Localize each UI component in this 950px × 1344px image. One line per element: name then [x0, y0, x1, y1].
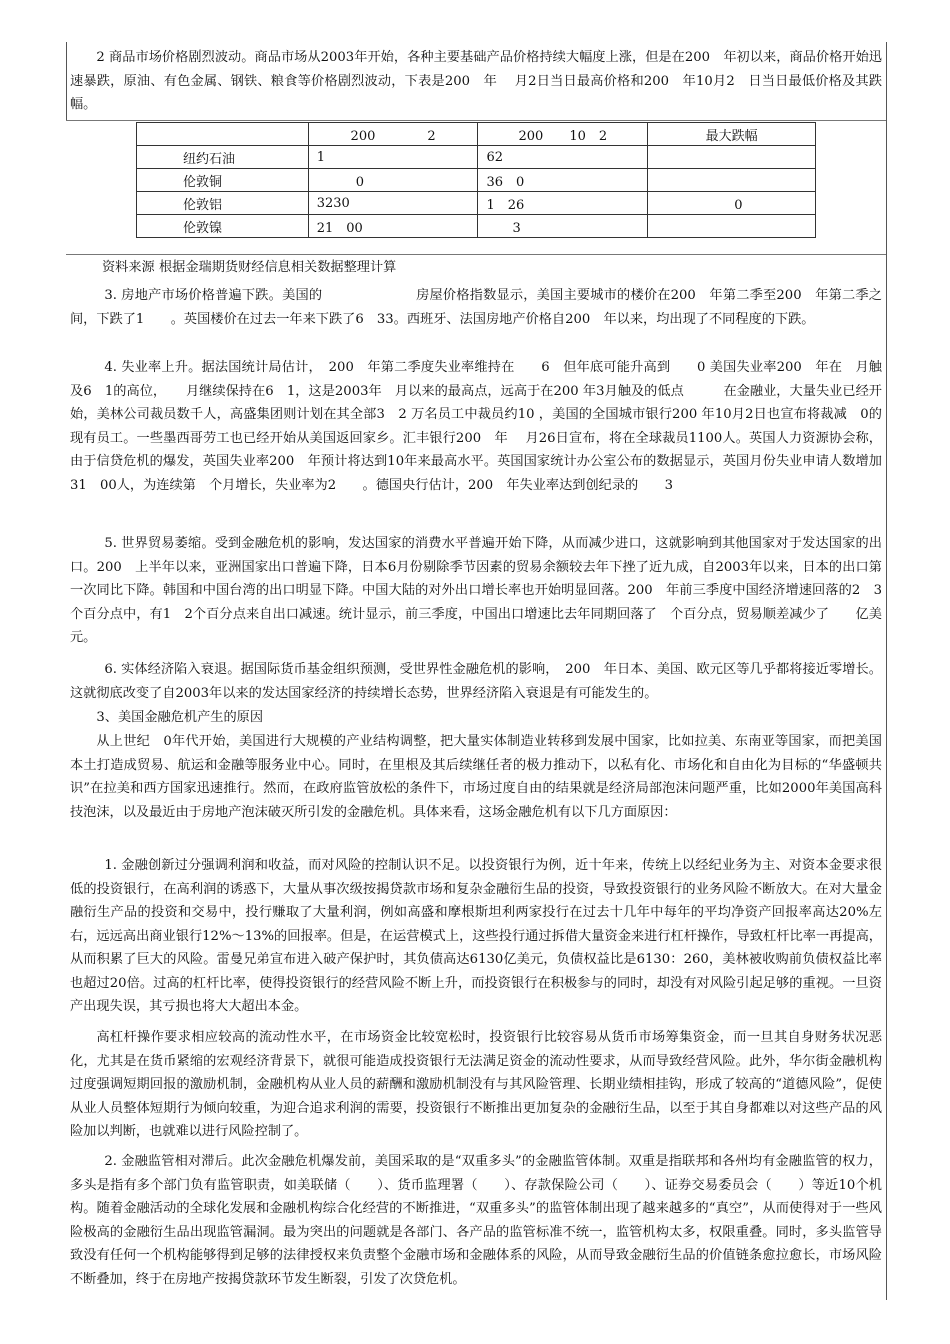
commodity-name-cell: 纽约石油 [137, 146, 309, 169]
commodity-name-cell: 伦敦镍 [137, 215, 309, 238]
table-row [137, 192, 816, 215]
paragraph-leverage-risk: 高杠杆操作要求相应较高的流动性水平，在市场资金比较宽松时，投资银行比较容易从货币市场筹集资金，而一旦其自身财务状况恶化，尤其是在货币紧缩的宏观经济背景下，就很可能造成投资银行无法满足资金的流动性要求，从而导致经营风险。此外，华尔街金融机构过度强调短期回报的激励机制，金融机构从业人员的薪酬和激励机制没有与其风险管理、长期业绩相挂钩，形成了较高的“道德风险”，促使从业人员整体短期行为倾向较重，为迎合追求利润的需要，投资银行不断推出更加复杂的金融衍生品，以至于其自身都难以对这些产品的风险加以判断，也就难以进行风险控制了。 [70, 1030, 882, 1139]
table-cell [648, 169, 816, 192]
table-header-cell: 最大跌幅 [648, 123, 816, 146]
table-cell [648, 215, 816, 238]
divider-line [66, 120, 886, 121]
paragraph-housing-market: 3. 房地产市场价格普遍下跌。美国的 房屋价格指数显示，美国主要城市的楼价在200 年第二季至200 年第二季之间，下跌了1 。英国楼价在过去一年来下跌了6 33。西班牙、法国房地产价格自200 年以来，均出现了不同程度的下跌。 [70, 288, 882, 327]
table-cell: 62 [478, 146, 648, 169]
paragraph-commodity-prices: 2 商品市场价格剧烈波动。商品市场从2003年开始，各种主要基础产品价格持续大幅度上涨，但是在200 年初以来，商品价格开始迅速暴跌，原油、有色金属、钢铁、粮食等价格剧烈波动，下表是200 年 月2日当日最高价格和200 年10月2 日当日最低价格及其跌幅。 [70, 50, 882, 112]
paragraph-recession: 6. 实体经济陷入衰退。据国际货币基金组织预测，受世界性金融危机的影响， 200 年日本、美国、欧元区等几乎都将接近零增长。这就彻底改变了自2003年以来的发达国家经济的持续增长态势，世界经济陷入衰退是有可能发生的。 [70, 662, 882, 701]
table-cell: 3 [478, 215, 648, 238]
table-cell: 0 [648, 192, 816, 215]
table-cell [648, 146, 816, 169]
table-cell: 1 26 [478, 192, 648, 215]
table-cell: 36 0 [478, 169, 648, 192]
paragraph-causes-intro: 从上世纪 0年代开始，美国进行大规模的产业结构调整，把大量实体制造业转移到发展中国家，比如拉美、东南亚等国家，而把美国本土打造成贸易、航运和金融等服务业中心。同时，在里根及其后续继任者的极力推动下，以私有化、市场化和自由化为目标的“华盛顿共识”在拉美和西方国家迅速推行。然而，在政府监管放松的条件下，市场过度自由的结果就是经济局部泡沫问题严重，比如2000年美国高科技泡沫，以及最近由于房地产泡沫破灭所引发的金融危机。具体来看，这场金融危机有以下几方面原因： [70, 734, 882, 820]
paragraph-unemployment: 4. 失业率上升。据法国统计局估计， 200 年第二季度失业率维持在 6 但年底可能升高到 0 美国失业率200 年在 月触及6 1的高位， 月继续保持在6 1，这是2003年 月以来的最高点，远高于在200 年3月触及的低点 在金融业，大量失业已经开始，美林公司裁员数千人，高盛集团则计划在其全部3 2 万名员工中裁员约10 ，美国的全国城市银行200 年10月2日也宣布将裁减 0的现有员工。一些墨西哥劳工也已经开始从美国返回家乡。汇丰银行200 年 月26日宣布，将在全球裁员1100人。英国人力资源协会称，由于信贷危机的爆发，英国失业率200 年预计将达到10年来最高水平。英国国家统计办公室公布的数据显示，英国月份失业申请人数增加31 00人，为连续第 个月增长，失业率为2 。德国央行估计，200 年失业率达到创纪录的 3 [70, 360, 882, 493]
table-row [137, 169, 816, 192]
paragraph-cause-regulation: 2. 金融监管相对滞后。此次金融危机爆发前，美国采取的是“双重多头”的金融监管体制。双重是指联邦和各州均有金融监管的权力，多头是指有多个部门负有监管职责，如美联储（ ）、货币监理署（ ）、存款保险公司（ ）、证券交易委员会（ ）等近10个机构。随着金融活动的全球化发展和金融机构综合化经营的不断推进，“双重多头”的监管体制出现了越来越多的“真空”，从而使得对于一些风险极高的金融衍生品出现监管漏洞。最为突出的问题就是各部门、各产品的监管标准不统一，监管机构太多，权限重叠。同时，多头监管导致没有任何一个机构能够得到足够的法律授权来负责整个金融市场和金融体系的风险，从而导致金融衍生品的价值链条愈拉愈长，市场风险不断叠加，终于在房地产按揭贷款环节发生断裂，引发了次贷危机。 [70, 1154, 882, 1287]
table-row [137, 215, 816, 238]
table-header-cell: 200 10 2 [478, 123, 648, 146]
table-header-cell: 200 2 [308, 123, 478, 146]
table-cell: 3230 [308, 192, 478, 215]
right-border-line [886, 42, 887, 1300]
commodity-name-cell: 伦敦铝 [137, 192, 309, 215]
table-cell: 0 [308, 169, 478, 192]
paragraph-world-trade: 5. 世界贸易萎缩。受到金融危机的影响，发达国家的消费水平普遍开始下降，从而减少进口，这就影响到其他国家对于发达国家的出口。200 上半年以来，亚洲国家出口普遍下降，日本6月份剔除季节因素的贸易余额较去年下挫了近九成，自2003年以来，日本的出口第一次同比下降。韩国和中国台湾的出口明显下降。中国大陆的对外出口增长率也开始明显回落。200 年前三季度中国经济增速回落的2 3个百分点中，有1 2个百分点来自出口减速。统计显示，前三季度，中国出口增速比去年同期回落了 个百分点，贸易顺差减少了 亿美元。 [70, 536, 882, 645]
price-table [136, 122, 816, 238]
table-header-row [137, 123, 816, 146]
left-border-line [66, 42, 67, 120]
table-cell: 1 [308, 146, 478, 169]
paragraph-cause-innovation: 1. 金融创新过分强调利润和收益，而对风险的控制认识不足。以投资银行为例，近十年来，传统上以经纪业务为主、对资本金要求很低的投资银行，在高利润的诱惑下，大量从事次级按揭贷款市场和复杂金融衍生品的投资，导致投资银行的业务风险不断放大。在对大量金融衍生产品的投资和交易中，投行赚取了大量利润，例如高盛和摩根斯坦利两家投行在过去十几年中每年的平均净资产回报率高达20%左右，远远高出商业银行12%～13%的回报率。但是，在运营模式上，这些投行通过拆借大量资金来进行杠杆操作，导致杠杆比率一再提高，从而积累了巨大的风险。雷曼兄弟宣布进入破产保护时，其负债高达6130亿美元，负债权益比是6130：260，美林被收购前负债权益比率也超过20倍。过高的杠杆比率，使得投资银行的经营风险不断上升，而投资银行在积极参与的同时，却没有对风险引起足够的重视。一旦资产出现失误，其亏损也将大大超出本金。 [70, 858, 882, 1014]
commodity-name-cell: 伦敦铜 [137, 169, 309, 192]
table-header-cell [137, 123, 309, 146]
table-cell: 21 00 [308, 215, 478, 238]
table-row [137, 146, 816, 169]
divider-line [66, 254, 886, 255]
table-source-note: 资料来源 根据金瑞期货财经信息相关数据整理计算 [102, 260, 397, 275]
section-heading-causes: 3、美国金融危机产生的原因 [96, 710, 264, 725]
